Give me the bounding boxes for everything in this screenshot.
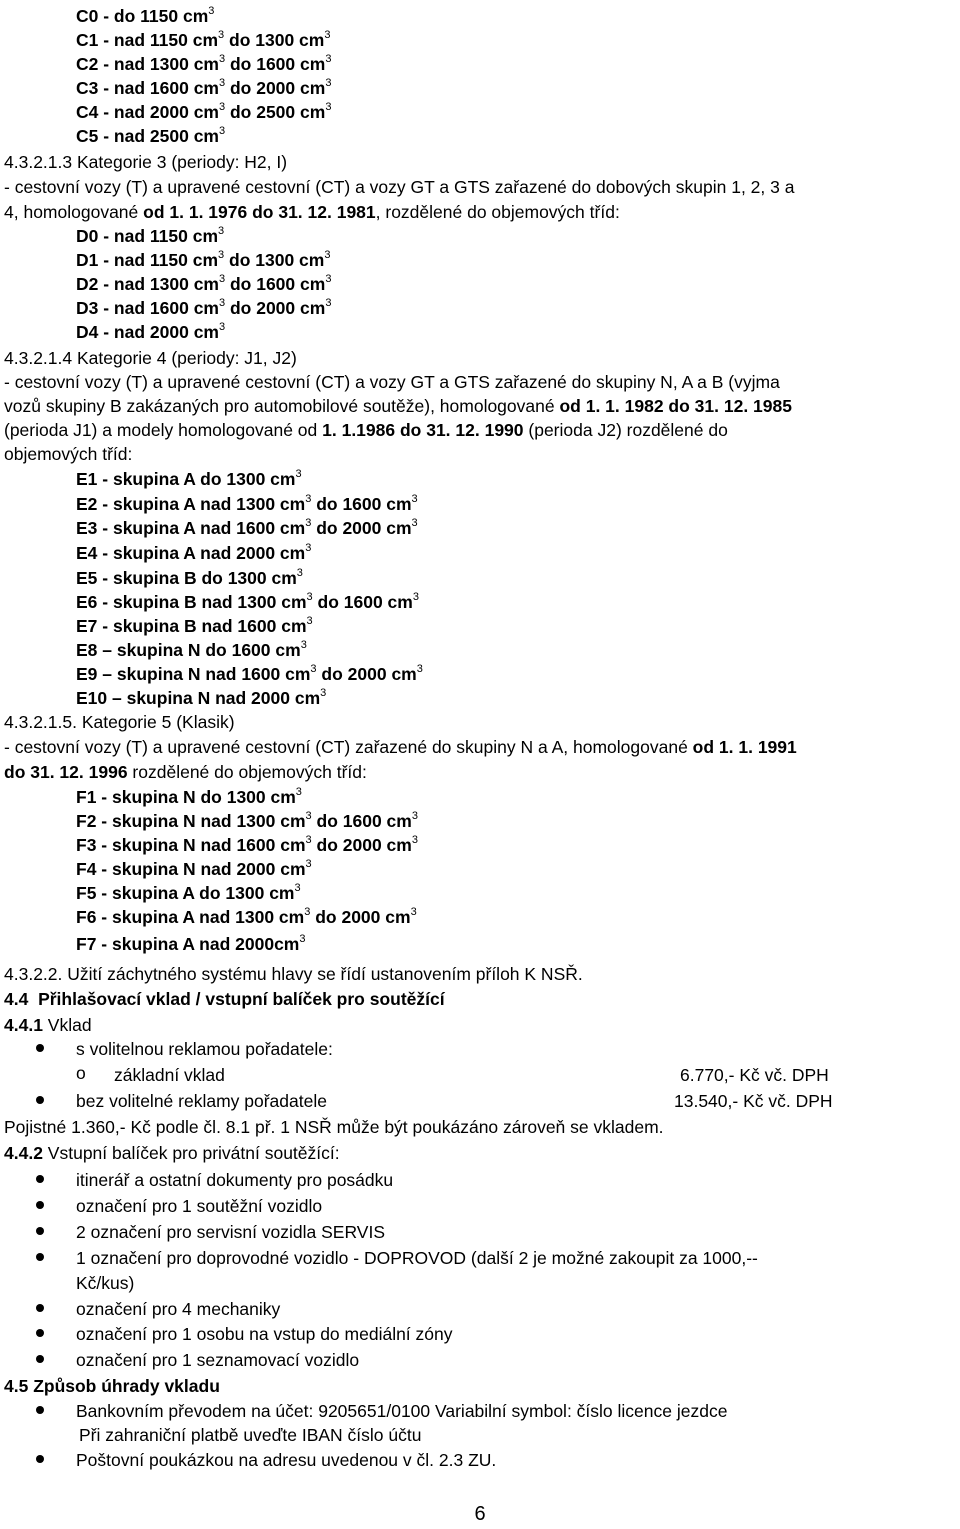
circle-bullet-icon: o — [76, 1063, 86, 1083]
page-number: 6 — [474, 1503, 486, 1525]
class-c2: C2 - nad 1300 $cm^3$ do 1600 $cm^3$ — [76, 53, 332, 74]
class-f7: F7 - skupina A nad $2000cm^3$ — [76, 933, 306, 954]
list-item-continuation: Při zahraniční platbě uveďte IBAN číslo účtu — [79, 1425, 422, 1445]
class-e3: E3 - skupina A nad 1600 $cm^3$ do 2000 $cm^3$ — [76, 517, 418, 538]
list-item: Bankovním převodem na účet: 9205651/0100 Variabilní symbol: číslo licence jezdce — [76, 1401, 728, 1421]
class-f4: F4 - skupina N nad 2000 $cm^3$ — [76, 858, 312, 879]
k3-heading: 4.3.2.1.3 Kategorie 3 (periody: H2, I) — [4, 152, 288, 172]
fee-label: bez volitelné reklamy pořadatele — [76, 1091, 327, 1111]
list-item: 2 označení pro servisní vozidla SERVIS — [76, 1222, 386, 1242]
k4-heading: 4.3.2.1.4 Kategorie 4 (periody: J1, J2) — [4, 348, 297, 368]
bullet-icon — [36, 1227, 44, 1235]
bullet-icon — [36, 1329, 44, 1337]
class-d4: D4 - nad 2000 $cm^3$ — [76, 321, 226, 342]
list-item: označení pro 1 osobu na vstup do mediální zóny — [76, 1324, 453, 1344]
section-4322: 4.3.2.2. Užití záchytného systému hlavy se řídí ustanovením příloh K NSŘ. — [4, 964, 583, 984]
pojistne-note: Pojistné 1.360,- Kč podle čl. 8.1 př. 1 NSŘ může být poukázáno zároveň se vkladem. — [4, 1117, 664, 1137]
bullet-icon — [36, 1406, 44, 1414]
list-item: označení pro 1 soutěžní vozidlo — [76, 1196, 323, 1216]
k4-paragraph-line: - cestovní vozy (T) a upravené cestovní (CT) a vozy GT a GTS zařazené do skupiny N, A a B (vyjma — [4, 372, 780, 392]
class-c3: C3 - nad 1600 $cm^3$ do 2000 $cm^3$ — [76, 77, 332, 98]
list-item: označení pro 4 mechaniky — [76, 1299, 281, 1319]
bullet-icon — [36, 1096, 44, 1104]
bullet-icon — [36, 1253, 44, 1261]
class-d2: D2 - nad 1300 $cm^3$ do 1600 $cm^3$ — [76, 273, 332, 294]
fee-price: 13.540,- Kč vč. DPH — [674, 1091, 833, 1111]
class-c4: C4 - nad 2000 $cm^3$ do 2500 $cm^3$ — [76, 101, 332, 122]
class-d0: D0 - nad 1150 $cm^3$ — [76, 225, 225, 246]
heading-4-4-2: 4.4.2 Vstupní balíček pro privátní soutěžící: — [4, 1143, 340, 1163]
class-e6: E6 - skupina B nad 1300 $cm^3$ do 1600 $cm^3$ — [76, 591, 419, 612]
k4-paragraph-line: objemových tříd: — [4, 444, 133, 464]
class-c0: C0 - do 1150 $cm^3$ — [76, 5, 215, 26]
heading-4-5: 4.5 Způsob úhrady vkladu — [4, 1376, 220, 1396]
class-c5: C5 - nad 2500 $cm^3$ — [76, 125, 226, 146]
class-e8: E8 – skupina N do 1600 $cm^3$ — [76, 639, 307, 660]
class-d3: D3 - nad 1600 $cm^3$ do 2000 $cm^3$ — [76, 297, 332, 318]
fee-price: 6.770,- Kč vč. DPH — [680, 1065, 829, 1085]
k3-paragraph-line: - cestovní vozy (T) a upravené cestovní (CT) a vozy GT a GTS zařazené do dobových skupin 1, 2, 3 a — [4, 177, 795, 197]
bullet-icon — [36, 1455, 44, 1463]
class-c1: C1 - nad 1150 $cm^3$ do 1300 $cm^3$ — [76, 29, 331, 50]
class-f3: F3 - skupina N nad 1600 $cm^3$ do 2000 $cm^3$ — [76, 834, 418, 855]
heading-4-4: 4.4 Přihlašovací vklad / vstupní balíček pro soutěžící — [4, 989, 445, 1009]
list-item: označení pro 1 seznamovací vozidlo — [76, 1350, 360, 1370]
bullet-icon — [36, 1355, 44, 1363]
k5-paragraph-line: do 31. 12. 1996 rozdělené do objemových tříd: — [4, 762, 367, 782]
list-item: Poštovní poukázkou na adresu uvedenou v čl. 2.3 ZU. — [76, 1450, 497, 1470]
class-e5: E5 - skupina B do 1300 $cm^3$ — [76, 567, 303, 588]
class-f5: F5 - skupina A do 1300 $cm^3$ — [76, 882, 301, 903]
bullet-icon — [36, 1201, 44, 1209]
k4-paragraph-line: (perioda J1) a modely homologované od 1. 1.1986 do 31. 12. 1990 (perioda J2) rozdělené do — [4, 420, 728, 440]
k5-heading: 4.3.2.1.5. Kategorie 5 (Klasik) — [4, 712, 235, 732]
class-d1: D1 - nad 1150 $cm^3$ do 1300 $cm^3$ — [76, 249, 331, 270]
list-item: itinerář a ostatní dokumenty pro posádku — [76, 1170, 394, 1190]
fee-label: základní vklad — [114, 1065, 225, 1085]
bullet-icon — [36, 1175, 44, 1183]
class-f6: F6 - skupina A nad 1300 $cm^3$ do 2000 $cm^3$ — [76, 906, 417, 927]
class-e9: E9 – skupina N nad 1600 $cm^3$ do 2000 $cm^3$ — [76, 663, 423, 684]
class-e4: E4 - skupina A nad 2000 $cm^3$ — [76, 542, 312, 563]
class-f1: F1 - skupina N do 1300 $cm^3$ — [76, 786, 302, 807]
heading-4-4-1: 4.4.1 Vklad — [4, 1015, 92, 1035]
k3-paragraph-line: 4, homologované od 1. 1. 1976 do 31. 12. 1981, rozdělené do objemových tříd: — [4, 202, 620, 222]
class-f2: F2 - skupina N nad 1300 $cm^3$ do 1600 $cm^3$ — [76, 810, 418, 831]
k4-paragraph-line: vozů skupiny B zakázaných pro automobilové soutěže), homologované od 1. 1. 1982 do 31. 12. 1985 — [4, 396, 792, 416]
list-item: s volitelnou reklamou pořadatele: — [76, 1039, 333, 1059]
k5-paragraph-line: - cestovní vozy (T) a upravené cestovní (CT) zařazené do skupiny N a A, homologované od 1. 1. 1991 — [4, 737, 797, 757]
list-item-continuation: Kč/kus) — [76, 1273, 135, 1293]
class-e1: E1 - skupina A do 1300 $cm^3$ — [76, 468, 302, 489]
class-e2: E2 - skupina A nad 1300 $cm^3$ do 1600 $cm^3$ — [76, 493, 418, 514]
list-item: 1 označení pro doprovodné vozidlo - DOPROVOD (další 2 je možné zakoupit za 1000,-- — [76, 1248, 758, 1268]
class-e10: E10 – skupina N nad 2000 $cm^3$ — [76, 687, 327, 708]
class-e7: E7 - skupina B nad 1600 $cm^3$ — [76, 615, 313, 636]
bullet-icon — [36, 1304, 44, 1312]
bullet-icon — [36, 1044, 44, 1052]
